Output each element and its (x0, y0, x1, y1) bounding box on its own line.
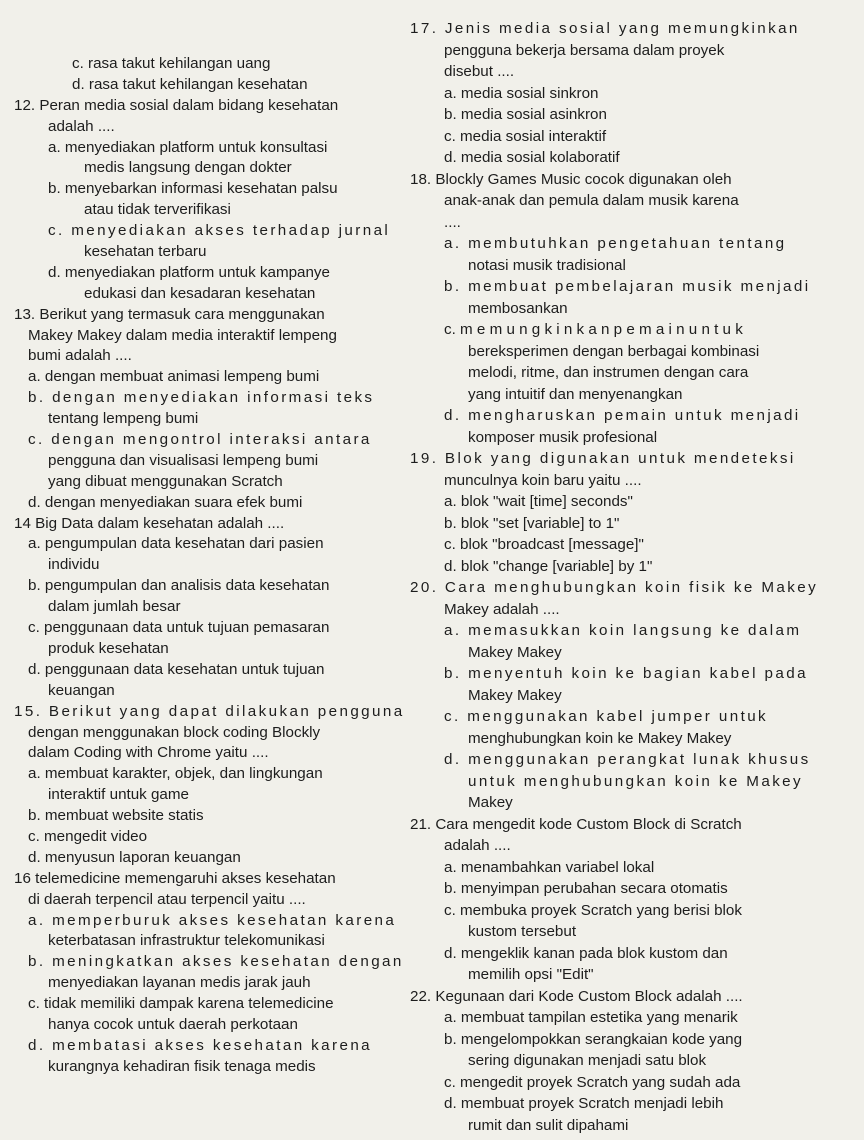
text-line: 17. Jenis media sosial yang memungkinkan (410, 20, 800, 37)
text-line: b. media sosial asinkron (444, 106, 607, 123)
text-line: 21. Cara mengedit kode Custom Block di Scratch (410, 815, 742, 833)
text-line: menyediakan layanan medis jarak jauh (48, 974, 311, 992)
text-line: a. memperburuk akses kesehatan karena (28, 911, 397, 929)
text-line: 12. Peran media sosial dalam bidang kesehatan (14, 96, 339, 114)
text-line: munculnya koin baru yaitu .... (444, 471, 642, 489)
text-line: a. dengan membuat animasi lempeng bumi (28, 368, 320, 386)
text-line: dalam Coding with Chrome yaitu .... (28, 744, 269, 762)
text-line: atau tidak terverifikasi (84, 201, 231, 219)
text-line: b. menyebarkan informasi kesehatan palsu (48, 180, 338, 198)
text-line: b. blok "set [variable] to 1" (444, 514, 620, 532)
text-line: b. membuat pembelajaran musik menjadi (444, 278, 811, 295)
text-line: a. membutuhkan pengetahuan tentang (444, 235, 787, 252)
text-line: Makey Makey (468, 686, 562, 704)
text-line: anak-anak dan pemula dalam musik karena (444, 192, 739, 209)
text-line: a. menyediakan platform untuk konsultasi (48, 138, 328, 156)
text-line: c. membuka proyek Scratch yang berisi blok (444, 901, 742, 919)
text-line: medis langsung dengan dokter (84, 159, 292, 177)
text-line: kurangnya kehadiran fisik tenaga medis (48, 1057, 316, 1075)
left-column (14, 54, 414, 1078)
text-line: a. blok "wait [time] seconds" (444, 493, 633, 510)
text-line: menghubungkan koin ke Makey Makey (468, 729, 732, 747)
text-line: d. mengharuskan pemain untuk menjadi (444, 407, 801, 424)
text-line: dalam jumlah besar (48, 598, 181, 616)
text-line: keuangan (48, 681, 115, 699)
text-line: pengguna dan visualisasi lempeng bumi (48, 451, 319, 469)
text-line: d. menyediakan platform untuk kampanye (48, 263, 330, 281)
text-line: c. mengedit video (28, 827, 148, 845)
text-line: membosankan (468, 299, 568, 317)
text-line: d. penggunaan data kesehatan untuk tujuan (28, 660, 325, 678)
text-line: 15. Berikut yang dapat dilakukan pengguna (14, 702, 405, 720)
text-line: .... (444, 213, 461, 231)
text-line: b. membuat website statis (28, 807, 204, 825)
text-line: 13. Berikut yang termasuk cara menggunakan (14, 305, 325, 323)
text-line: 14 Big Data dalam kesehatan adalah .... (14, 514, 285, 532)
text-line: komposer musik profesional (468, 428, 658, 446)
text-line: b. dengan menyediakan informasi teks (28, 389, 375, 407)
text-line: c. penggunaan data untuk tujuan pemasaran (28, 619, 330, 637)
text-line: d. rasa takut kehilangan kesehatan (72, 75, 308, 93)
text-line: a. media sosial sinkron (444, 84, 599, 102)
text-line: rumit dan sulit dipahami (468, 1116, 629, 1134)
text-line: d. blok "change [variable] by 1" (444, 557, 653, 575)
text-line: c. media sosial interaktif (444, 127, 607, 145)
text-line: c. rasa takut kehilangan uang (72, 55, 271, 72)
text-line: tentang lempeng bumi (48, 410, 199, 428)
text-line: c. menyediakan akses terhadap jurnal (48, 222, 391, 240)
text-line: b. meningkatkan akses kesehatan dengan (28, 953, 404, 971)
text-line: individu (48, 556, 100, 574)
text-line: kesehatan terbaru (84, 243, 207, 261)
text-line: notasi musik tradisional (468, 256, 626, 274)
text-line: Makey Makey (468, 643, 562, 661)
text-line: disebut .... (444, 63, 515, 80)
text-line: b. mengelompokkan serangkaian kode yang (444, 1030, 743, 1048)
text-line: b. menyentuh koin ke bagian kabel pada (444, 665, 808, 682)
text-line: Makey adalah .... (444, 600, 560, 618)
text-line: untuk menghubungkan koin ke Makey (468, 772, 804, 790)
text-line: 16 telemedicine memengaruhi akses kesehatan (14, 869, 336, 887)
text-line: d. media sosial kolaboratif (444, 149, 620, 166)
text-line: a. membuat karakter, objek, dan lingkungan (28, 765, 323, 783)
text-line: c. blok "broadcast [message]" (444, 536, 644, 553)
text-line: b. menyimpan perubahan secara otomatis (444, 880, 728, 897)
text-line: sering digunakan menjadi satu blok (468, 1052, 707, 1069)
text-line: c. mengedit proyek Scratch yang sudah ada (444, 1073, 741, 1091)
text-line: d. menggunakan perangkat lunak khusus (444, 751, 811, 768)
text-line: 22. Kegunaan dari Kode Custom Block adalah .... (410, 987, 743, 1005)
text-line: yang intuitif dan menyenangkan (468, 385, 683, 403)
text-line: d. dengan menyediakan suara efek bumi (28, 493, 303, 511)
text-line: 18. Blockly Games Music cocok digunakan oleh (410, 170, 732, 188)
text-line: memilih opsi "Edit" (468, 966, 594, 983)
text-line: Makey Makey dalam media interaktif lempeng (28, 326, 337, 344)
text-line: b. pengumpulan dan analisis data kesehatan (28, 577, 330, 595)
text-line: kustom tersebut (468, 923, 577, 940)
text-line: a. membuat tampilan estetika yang menarik (444, 1009, 738, 1026)
text-line: c. dengan mengontrol interaksi antara (28, 431, 372, 449)
text-line: d. membatasi akses kesehatan karena (28, 1036, 373, 1054)
text-line: pengguna bekerja bersama dalam proyek (444, 41, 725, 59)
text-line: melodi, ritme, dan instrumen dengan cara (468, 364, 749, 381)
text-line: a. memasukkan koin langsung ke dalam (444, 622, 802, 639)
text-line: d. menyusun laporan keuangan (28, 848, 241, 866)
text-line: keterbatasan infrastruktur telekomunikasi (48, 932, 325, 950)
text-line: c. tidak memiliki dampak karena telemedicine (28, 995, 334, 1013)
text-line: d. membuat proyek Scratch menjadi lebih (444, 1095, 724, 1112)
text-line: adalah .... (48, 117, 115, 135)
text-line: 20. Cara menghubungkan koin fisik ke Makey (410, 579, 819, 596)
text-line: Makey (468, 794, 513, 811)
text-line: interaktif untuk game (48, 786, 189, 804)
text-line: produk kesehatan (48, 639, 169, 657)
text-line: di daerah terpencil atau terpencil yaitu .... (28, 890, 306, 908)
text-line: c. m e m u n g k i n k a n p e m a i n u n t u k (444, 321, 743, 338)
text-line: hanya cocok untuk daerah perkotaan (48, 1015, 298, 1033)
text-line: 19. Blok yang digunakan untuk mendeteksi (410, 450, 796, 467)
text-line: adalah .... (444, 837, 511, 854)
text-line: a. pengumpulan data kesehatan dari pasien (28, 535, 324, 553)
text-line: d. mengeklik kanan pada blok kustom dan (444, 944, 728, 962)
right-column (410, 18, 850, 1136)
text-line: c. menggunakan kabel jumper untuk (444, 708, 769, 725)
text-line: bumi adalah .... (28, 347, 132, 365)
text-line: yang dibuat menggunakan Scratch (48, 472, 283, 490)
text-line: a. menambahkan variabel lokal (444, 858, 655, 876)
text-line: edukasi dan kesadaran kesehatan (84, 284, 316, 302)
text-line: dengan menggunakan block coding Blockly (28, 723, 321, 741)
text-line: bereksperimen dengan berbagai kombinasi (468, 342, 760, 360)
